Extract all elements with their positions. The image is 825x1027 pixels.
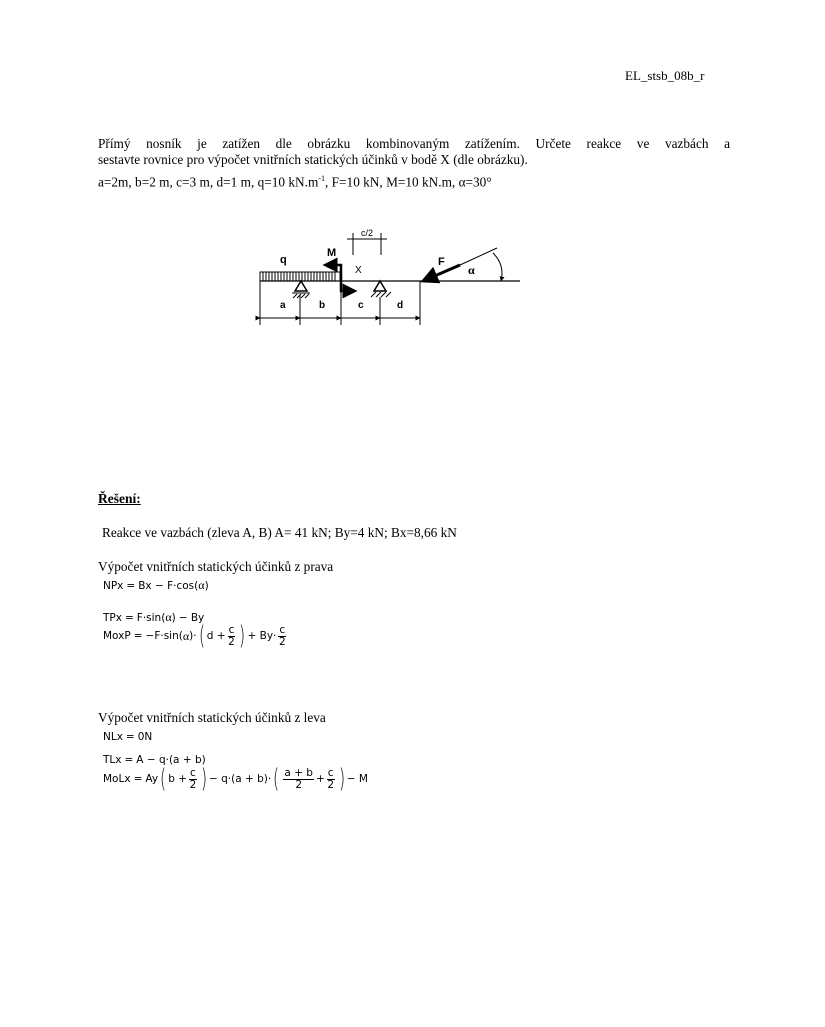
molx-ay: Ay [145,773,159,785]
beam-figure [255,225,525,335]
force-line-of-action [460,248,497,265]
params-part-2: , F=10 kN, M=10 kN.m, α=30° [325,174,492,190]
label-q: q [280,254,287,266]
tpx-arg: α [165,610,172,624]
moxp-by: + By· [247,630,277,642]
tlx-rhs: A − q·(a + b) [136,754,206,766]
params-exponent: -1 [318,174,325,183]
document-code: EL_stsb_08b_r [625,68,705,83]
equation-npx: NPx = Bx − F·cos ( α ) [103,578,209,592]
nlx-lhs: NLx [103,731,123,743]
molx-frac-1 [189,768,197,791]
solution-heading: Řešení: [98,491,141,506]
angle-arc [493,253,502,281]
label-alpha: α [468,263,475,277]
npx-arg: α [198,578,205,592]
label-b: b [319,300,326,311]
equation-molx: MoLx = Ay ( b + $\frac{c}{2}$ ) − q·(a + b)· ( $\frac{a + b}{2}$ + $\frac{c}{2}$ ) − M [103,764,368,794]
parameters [98,174,492,190]
problem-line-2: sestavte rovnice pro výpočet vnitřních statických účinků v bodě X (dle obrázku). [98,152,528,167]
tpx-lhs: TPx [103,611,122,624]
problem-statement [98,136,730,168]
params-part-1: a=2m, b=2 m, c=3 m, d=1 m, q=10 kN.m [98,174,319,190]
moxp-a: −F·sin [145,630,179,642]
moxp-frac-2-den: 2 [278,635,286,648]
npx-rhs: Bx − F·cos [138,579,195,592]
molx-m: − M [346,773,368,785]
moxp-arg: α [182,628,190,643]
reactions-result: Reakce ve vazbách (zleva A, B) A= 41 kN; By=4 kN; Bx=8,66 kN [102,525,457,540]
right-section-heading: Výpočet vnitřních statických účinků z prava [98,559,334,574]
tlx-lhs: TLx [103,754,122,766]
molx-frac-1-num: c [190,766,196,779]
moxp-d: d + [206,630,226,642]
label-d: d [397,300,404,311]
molx-frac-3-num: c [327,766,334,779]
molx-frac-2-num: a + b [284,766,313,779]
molx-lhs: MoLx [103,773,131,785]
tpx-rhs-a: F·sin [136,611,162,624]
left-section-heading: Výpočet vnitřních statických účinků z leva [98,710,326,725]
molx-frac-3 [327,768,335,791]
moment-arrow-bottom [341,281,355,291]
moxp-lhs: MoxP [103,630,131,642]
label-M: M [327,247,337,259]
molx-frac-2 [283,768,314,791]
equation-moxp: MoxP = −F·sin ( α )· ( d + $\frac{c}{2}$ ) + By· $\frac{c}{2}$ [103,621,286,651]
problem-line-1: Přímý nosník je zatížen dle obrázku kombinovaným zatížením. Určete reakce ve vazbách a [98,136,730,151]
support-B [371,281,391,297]
molx-frac-3-den: 2 [327,778,334,791]
label-F: F [438,256,445,268]
equation-tpx: TPx = F·sin ( α ) − By [103,610,205,624]
moxp-frac-2 [278,625,286,648]
moment-arrow-top [325,265,341,281]
label-X: X [355,265,362,276]
molx-mid: − q·(a + b)· [208,773,272,785]
moxp-frac-1 [228,625,236,648]
label-c: c [358,300,364,311]
label-c-half: c/2 [361,228,374,238]
moxp-frac-1-num: c [228,623,235,636]
moxp-frac-1-den: 2 [228,635,235,648]
molx-frac-1-den: 2 [189,778,197,791]
molx-plus: + [315,773,325,785]
moxp-frac-2-num: c [279,623,286,636]
nlx-rhs: 0N [137,731,153,743]
support-A [292,281,310,298]
tpx-rhs-b: − By [178,611,205,624]
molx-frac-2-den: 2 [295,778,302,791]
distributed-load-q [260,272,340,281]
equation-tlx: TLx = A − q·(a + b) [103,754,206,766]
npx-lhs: NPx [103,579,124,592]
molx-b: b + [168,773,188,785]
label-a: a [280,300,286,311]
equation-nlx: NLx = 0N [103,731,153,743]
